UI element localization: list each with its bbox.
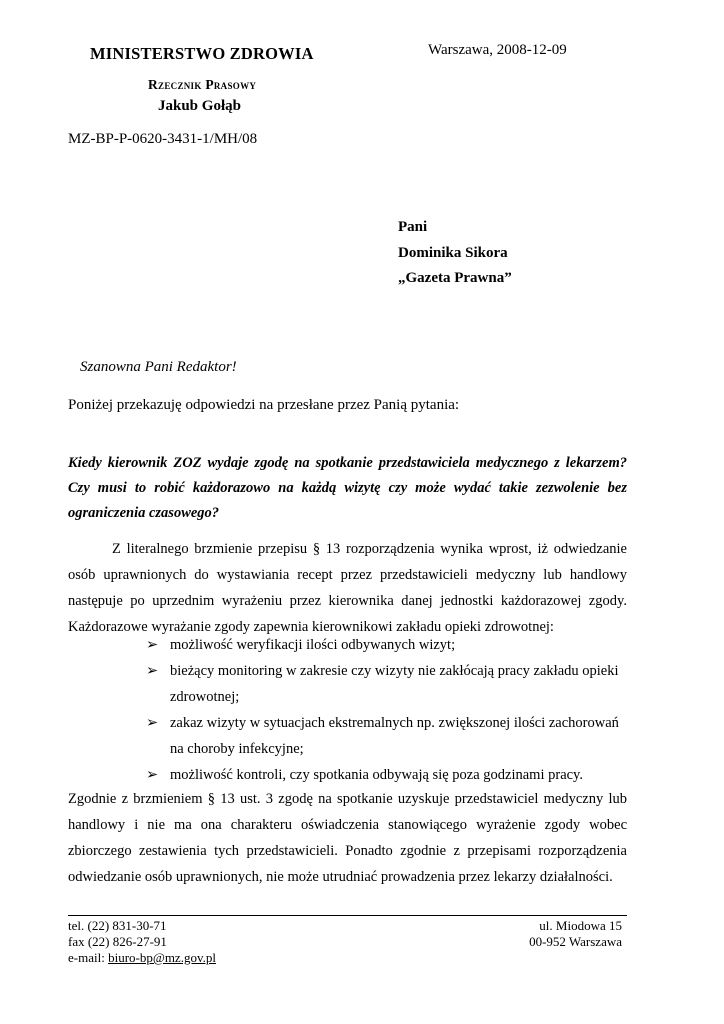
bullet-list (146, 632, 627, 788)
answer-paragraph-1 (68, 536, 627, 640)
salutation: Szanowna Pani Redaktor! (80, 359, 237, 375)
list-item-text: zakaz wizyty w sytuacjach ekstremalnych np. zwiększonej ilości zachorowań na choroby infekcyjne; (170, 715, 619, 757)
list-item (146, 710, 627, 762)
intro-text: Poniżej przekazuję odpowiedzi na przesłane przez Panią pytania: (68, 397, 460, 413)
footer-email-link[interactable]: biuro-bp@mz.gov.pl (108, 950, 216, 965)
list-item (146, 632, 627, 658)
answer-paragraph-1-text: Z literalnego brzmienie przepisu § 13 rozporządzenia wynika wprost, iż odwiedzanie osób uprawnionych do wystawiania recept przez przedstawicieli medyczny lub handlowy następuje po uprzednim wyrażeniu przez kierownika danej jednostki każdorazowej zgody. Każdorazowe wyrażanie zgody zapewnia kierownikowi zakładu opieki zdrowotnej: (68, 541, 627, 635)
answer-paragraph-2: Zgodnie z brzmieniem § 13 ust. 3 zgodę na spotkanie uzyskuje przedstawiciel medyczny lub handlowy i nie ma ona charakteru oświadczenia stanowiącego wyrażenie zgody wobec zbiorczego zestawienia tych przedstawicieli. Ponadto zgodnie z przepisami rozporządzenia odwiedzanie osób uprawnionych, nie może utrudniać prowadzenia przez lekarzy działalności. (68, 791, 627, 885)
sender-name: Jakub Gołąb (158, 98, 241, 114)
footer-divider (68, 915, 627, 916)
recipient-name: Dominika Sikora (398, 245, 508, 261)
footer-contact (68, 918, 216, 966)
list-item-text: możliwość weryfikacji ilości odbywanych wizyt; (170, 637, 456, 653)
footer-address (520, 918, 622, 950)
reference-number: MZ-BP-P-0620-3431-1/MH/08 (68, 131, 258, 147)
question-text: Kiedy kierownik ZOZ wydaje zgodę na spotkanie przedstawiciela medycznego z lekarzem? Czy musi to robić każdorazowo na każdą wizytę czy może wydać takie zezwolenie bez ograniczenia czasowego? (68, 455, 627, 521)
list-item (146, 762, 627, 788)
recipient-title: Pani (398, 219, 428, 235)
arrow-bullet-icon: ➢ (146, 715, 159, 731)
footer-email-line (68, 950, 216, 966)
footer-street: ul. Miodowa 15 (539, 918, 622, 933)
arrow-bullet-icon: ➢ (146, 767, 159, 783)
footer-fax: fax (22) 826-27-91 (68, 934, 167, 949)
arrow-bullet-icon: ➢ (146, 663, 159, 679)
arrow-bullet-icon: ➢ (146, 637, 159, 653)
list-item-text: możliwość kontroli, czy spotkania odbywają się poza godzinami pracy. (170, 767, 583, 783)
ministry-name: MINISTERSTWO ZDROWIA (90, 44, 314, 63)
footer-email-label: e-mail: (68, 950, 109, 965)
footer-phone: tel. (22) 831-30-71 (68, 918, 167, 933)
list-item (146, 658, 627, 710)
sender-role: Rzecznik Prasowy (148, 77, 257, 92)
letter-date: Warszawa, 2008-12-09 (428, 42, 567, 58)
list-item-text: bieżący monitoring w zakresie czy wizyty nie zakłócają pracy zakładu opieki zdrowotnej; (170, 663, 619, 705)
recipient-publication: „Gazeta Prawna” (398, 270, 512, 286)
footer-city: 00-952 Warszawa (529, 934, 622, 949)
